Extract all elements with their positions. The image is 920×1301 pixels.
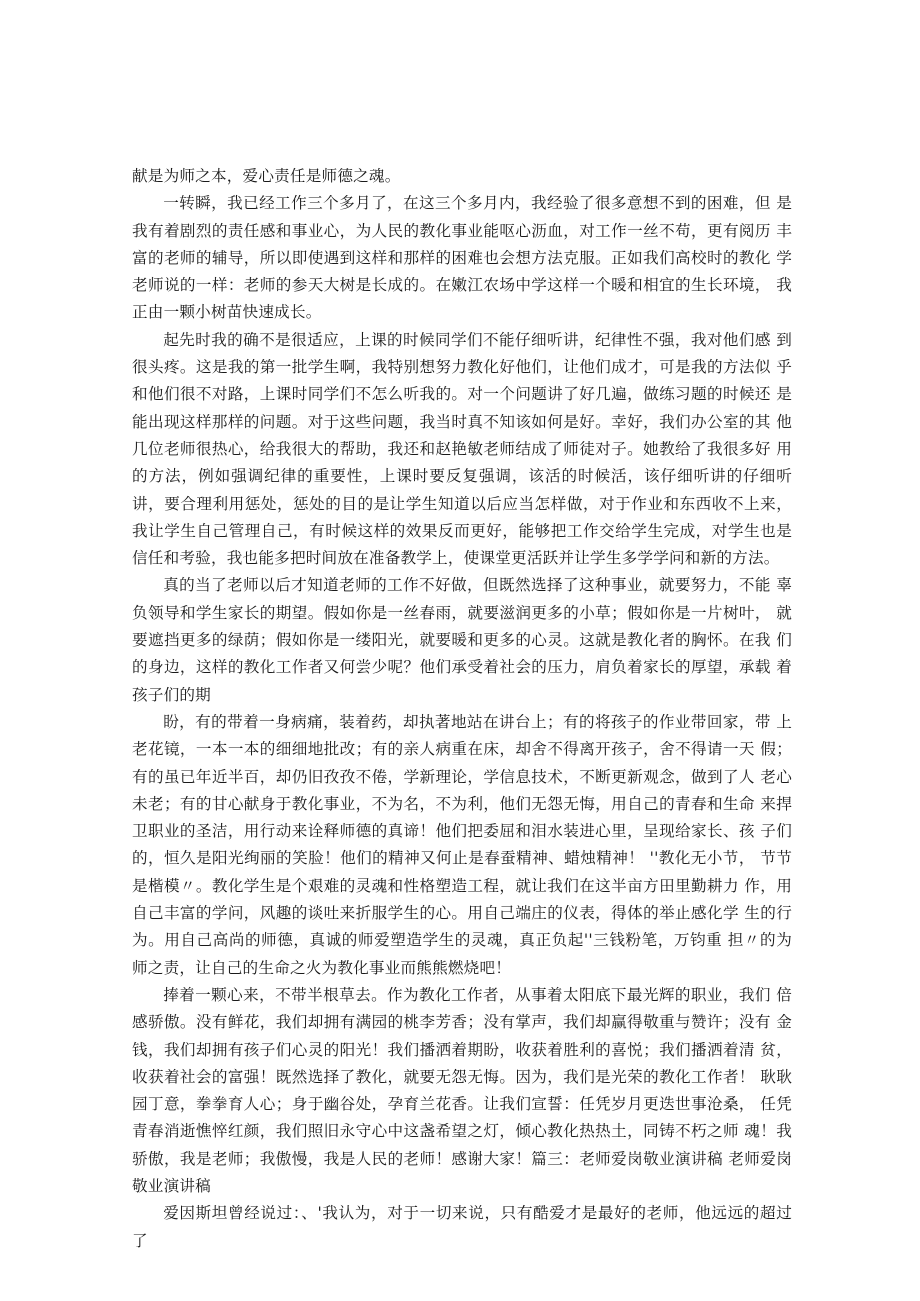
paragraph-3: 起先时我的确不是很适应，上课的时候同学们不能仔细听讲，纪律性不强，我对他们感 到很头疼。这是我的第一批学生啊，我特别想努力教化好他们，让他们成才，可是我的方法似 乎和他们很不对路，上课时同学们不怎么听我的。对一个问题讲了好几遍，做练习题的时候还 是能出现这样那样的问题。对于这些问题，我当时真不知该如何是好。幸好，我们办公室的其 他几位老师很热心，给我很大的帮助，我还和赵艳敏老师结成了师徒对子。她教给了我很多好 用的方法，例如强调纪律的重要性，上课时要反复强调，该活的时候活，该仔细听讲的仔细听 讲，要合理利用惩处，惩处的目的是让学生知道以后应当怎样做，对于作业和东西收不上来， 我让学生自己管理自己，有时候这样的效果反而更好，能够把工作交给学生完成，对学生也是 信任和考验，我也能多把时间放在准备教学上，使课堂更活跃并让学生多学学问和新的方法。 (132, 330, 792, 568)
paragraph-4: 真的当了老师以后才知道老师的工作不好做，但既然选择了这种事业，就要努力，不能 辜负领导和学生家长的期望。假如你是一丝春雨，就要滋润更多的小草；假如你是一片树叶， 就要遮挡更多的绿荫；假如你是一缕阳光，就要暖和更多的心灵。这就是教化者的胸怀。在我 们的身边，这样的教化工作者又何尝少呢？他们承受着社会的压力，肩负着家长的厚望，承载 着孩子们的期 (132, 576, 792, 704)
document-body (132, 163, 792, 1255)
paragraph-2: 一转瞬，我已经工作三个多月了，在这三个多月内，我经验了很多意想不到的困难，但 是我有着剧烈的责任感和事业心，为人民的教化事业能呕心沥血，对工作一丝不苟，更有阅历 丰富的老师的辅导，所以即使遇到这样和那样的困难也会想方法克服。正如我们高校时的教化 学老师说的一样：老师的参天大树是长成的。在嫩江农场中学这样一个暖和相宜的生长环境， 我正由一颗小树苗快速成长。 (132, 194, 792, 322)
paragraph-1: 献是为师之本，爱心责任是师德之魂。 (132, 167, 401, 185)
paragraph-7: 爱因斯坦曾经说过：、'我认为，对于一切来说，只有酷爱才是最好的老师，他远远的超过 了 (132, 1204, 792, 1250)
paragraph-5: 盼，有的带着一身病痛，装着药，却执著地站在讲台上；有的将孩子的作业带回家，带 上老花镜，一本一本的细细地批改；有的亲人病重在床，却舍不得离开孩子，舍不得请一天 假；有的虽已年近半百，却仍旧孜孜不倦，学新理论，学信息技术，不断更新观念，做到了人 老心未老；有的甘心献身于教化事业，不为名，不为利，他们无怨无悔，用自己的青春和生命 来捍卫职业的圣洁，用行动来诠释师德的真谛！他们把委屈和泪水装进心里，呈现给家长、孩 子们的，恒久是阳光绚丽的笑脸！他们的精神又何止是春蚕精神、蜡烛精神！ ''教化无小节， 节节是楷模〃。教化学生是个艰难的灵魂和性格塑造工程，就让我们在这半亩方田里勤耕力 作，用自己丰富的学问，风趣的谈吐来折服学生的心。用自己端庄的仪表，得体的举止感化学 生的行为。用自己高尚的师德，真诚的师爱塑造学生的灵魂，真正负起''三钱粉笔，万钧重 担〃的为师之责，让自己的生命之火为教化事业而熊熊燃烧吧！ (132, 712, 792, 977)
paragraph-6: 捧着一颗心来，不带半根草去。作为教化工作者，从事着太阳底下最光辉的职业，我们 倍感骄傲。没有鲜花，我们却拥有满园的桃李芳香；没有掌声，我们却赢得敬重与赞许；没有 金钱，我们却拥有孩子们心灵的阳光！我们播洒着期盼，收获着胜利的喜悦；我们播洒着清 贫，收获着社会的富强！既然选择了教化，就要无怨无悔。因为，我们是光荣的教化工作者！ 耿耿园丁意，拳拳育人心；身于幽谷处，孕育兰花香。让我们宣誓：任凭岁月更迭世事沧桑， 任凭青春消逝憔悴红颜，我们照旧永守心中这盏希望之灯，倾心教化热热土，同铸不朽之师 魂！我骄傲，我是老师；我傲慢，我是人民的老师！感谢大家！篇三：老师爱岗敬业演讲稿 老师爱岗敬业演讲稿 (132, 985, 792, 1195)
